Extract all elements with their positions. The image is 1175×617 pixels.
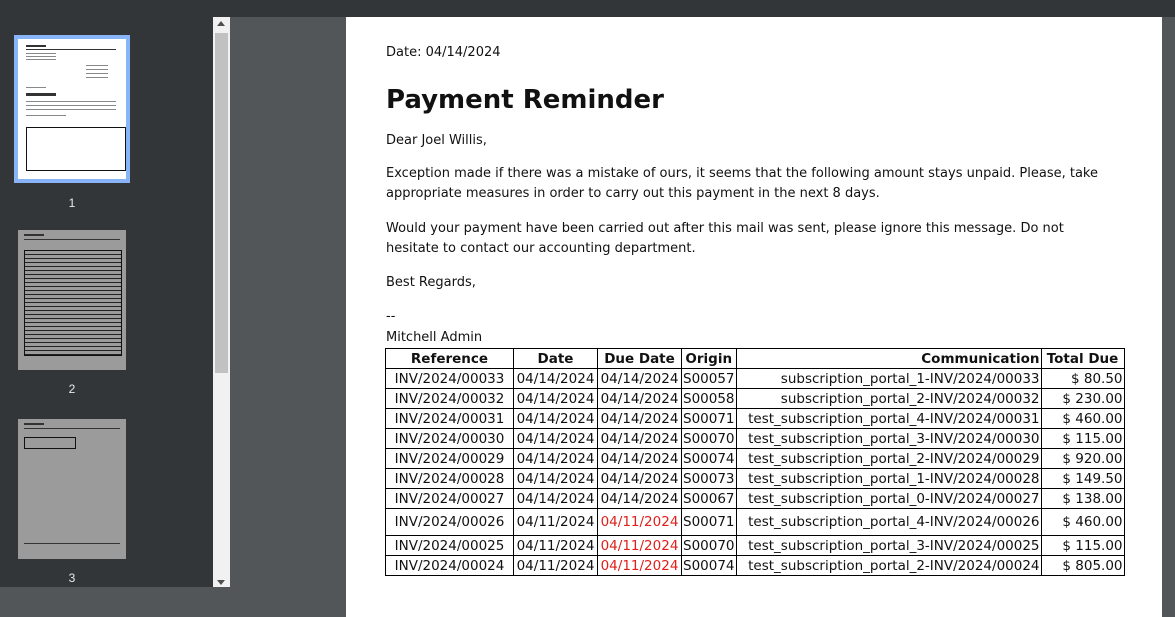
cell-origin: S00071: [683, 410, 735, 427]
cell-due-date: 04/14/2024: [598, 489, 682, 509]
cell-reference: INV/2024/00029: [386, 449, 514, 469]
signature-separator: --: [386, 309, 396, 324]
cell-total-due: $ 230.00: [1041, 389, 1124, 409]
thumbnail-image: [18, 230, 126, 370]
scroll-up-arrow-icon[interactable]: [217, 21, 225, 26]
cell-communication: test_subscription_portal_1-INV/2024/00028: [736, 469, 1041, 489]
closing: Best Regards,: [386, 275, 476, 290]
cell-communication: test_subscription_portal_3-INV/2024/00025: [736, 536, 1041, 556]
signature-name: Mitchell Admin: [386, 330, 483, 345]
cell-total-due: $ 460.00: [1041, 409, 1124, 429]
table-row: [386, 369, 1125, 389]
cell-total-due: $ 920.00: [1041, 449, 1124, 469]
header-communication: Communication: [736, 349, 1041, 369]
cell-origin: S00058: [683, 390, 735, 407]
cell-origin: S00067: [683, 490, 735, 507]
header-reference: Reference: [386, 349, 514, 369]
thumbnail-page-number: 2: [68, 382, 76, 396]
document-date: Date: 04/14/2024: [386, 45, 501, 60]
cell-communication: test_subscription_portal_4-INV/2024/00026: [736, 509, 1041, 536]
cell-communication: test_subscription_portal_3-INV/2024/00030: [736, 429, 1041, 449]
document-page: [346, 17, 1162, 617]
cell-total-due: $ 115.00: [1041, 536, 1124, 556]
scrollbar-thumb[interactable]: [215, 33, 228, 373]
paragraph-unpaid: Exception made if there was a mistake of ours, it seems that the following amount stays unpaid. Please, take appropriate measures in order to carry out this payment in the next 8 days.: [386, 166, 1098, 201]
table-row: [386, 469, 1125, 489]
cell-origin: S00073: [683, 470, 735, 487]
thumbnail-page-number: 1: [68, 196, 76, 210]
cell-date: 04/14/2024: [514, 369, 598, 389]
cell-due-date: 04/11/2024: [598, 556, 682, 576]
cell-due-date: 04/14/2024: [598, 369, 682, 389]
cell-due-date: 04/14/2024: [598, 429, 682, 449]
cell-due-date: 04/14/2024: [598, 409, 682, 429]
cell-due-date: 04/11/2024: [598, 536, 682, 556]
cell-date: 04/14/2024: [514, 389, 598, 409]
header-total-due: Total Due: [1041, 349, 1124, 369]
cell-due-date: 04/14/2024: [598, 449, 682, 469]
document-title: Payment Reminder: [386, 85, 665, 115]
cell-communication: subscription_portal_1-INV/2024/00033: [736, 369, 1041, 389]
table-row: [386, 429, 1125, 449]
cell-origin: S00070: [683, 537, 735, 554]
cell-due-date: 04/14/2024: [598, 389, 682, 409]
cell-communication: subscription_portal_2-INV/2024/00032: [736, 389, 1041, 409]
table-header-row: [386, 349, 1125, 369]
cell-date: 04/14/2024: [514, 449, 598, 469]
cell-date: 04/14/2024: [514, 469, 598, 489]
cell-total-due: $ 115.00: [1041, 429, 1124, 449]
cell-reference: INV/2024/00032: [386, 389, 514, 409]
sidebar-scrollbar[interactable]: [213, 17, 230, 587]
cell-date: 04/11/2024: [514, 556, 598, 576]
table-row: [386, 389, 1125, 409]
cell-communication: test_subscription_portal_2-INV/2024/00024: [736, 556, 1041, 576]
cell-total-due: $ 80.50: [1041, 369, 1124, 389]
cell-origin: S00057: [683, 370, 735, 387]
cell-total-due: $ 149.50: [1041, 469, 1124, 489]
cell-date: 04/14/2024: [514, 409, 598, 429]
cell-reference: INV/2024/00028: [386, 469, 514, 489]
cell-total-due: $ 138.00: [1041, 489, 1124, 509]
cell-origin: S00070: [683, 430, 735, 447]
cell-origin: S00074: [683, 557, 735, 574]
thumbnail-page-3[interactable]: [12, 419, 132, 587]
thumbnail-image: [18, 419, 126, 559]
thumbnail-sidebar: [0, 17, 213, 587]
cell-total-due: $ 460.00: [1041, 509, 1124, 536]
table-row: [386, 556, 1125, 576]
header-origin: Origin: [682, 349, 737, 369]
table-row: [386, 489, 1125, 509]
cell-reference: INV/2024/00024: [386, 556, 514, 576]
table-row: [386, 449, 1125, 469]
viewer-toolbar: [0, 0, 1175, 17]
cell-reference: INV/2024/00031: [386, 409, 514, 429]
thumbnail-image: [18, 39, 126, 179]
table-row: [386, 409, 1125, 429]
cell-communication: test_subscription_portal_4-INV/2024/00031: [736, 409, 1041, 429]
thumbnail-page-number: 3: [68, 571, 76, 585]
cell-total-due: $ 805.00: [1041, 556, 1124, 576]
thumbnail-page-2[interactable]: [12, 230, 132, 400]
header-due-date: Due Date: [598, 349, 682, 369]
cell-origin: S00074: [683, 450, 735, 467]
invoice-table: [385, 348, 1125, 576]
cell-due-date: 04/14/2024: [598, 469, 682, 489]
thumbnail-page-1[interactable]: [12, 39, 132, 209]
cell-date: 04/14/2024: [514, 429, 598, 449]
cell-date: 04/11/2024: [514, 536, 598, 556]
paragraph-ignore: Would your payment have been carried out after this mail was sent, please ignore this message. Do not hesitate to contact our accounting department.: [386, 221, 1064, 256]
cell-reference: INV/2024/00033: [386, 369, 514, 389]
cell-date: 04/11/2024: [514, 509, 598, 536]
cell-date: 04/14/2024: [514, 489, 598, 509]
greeting: Dear Joel Willis,: [386, 133, 487, 148]
cell-communication: test_subscription_portal_2-INV/2024/00029: [736, 449, 1041, 469]
cell-reference: INV/2024/00030: [386, 429, 514, 449]
cell-communication: test_subscription_portal_0-INV/2024/00027: [736, 489, 1041, 509]
cell-reference: INV/2024/00026: [386, 509, 514, 536]
cell-origin: S00071: [682, 509, 737, 536]
header-date: Date: [514, 349, 598, 369]
cell-reference: INV/2024/00025: [386, 536, 514, 556]
table-row: [386, 509, 1125, 536]
scroll-down-arrow-icon[interactable]: [217, 580, 225, 585]
table-row: [386, 536, 1125, 556]
cell-due-date: 04/11/2024: [598, 509, 682, 536]
cell-reference: INV/2024/00027: [386, 489, 514, 509]
